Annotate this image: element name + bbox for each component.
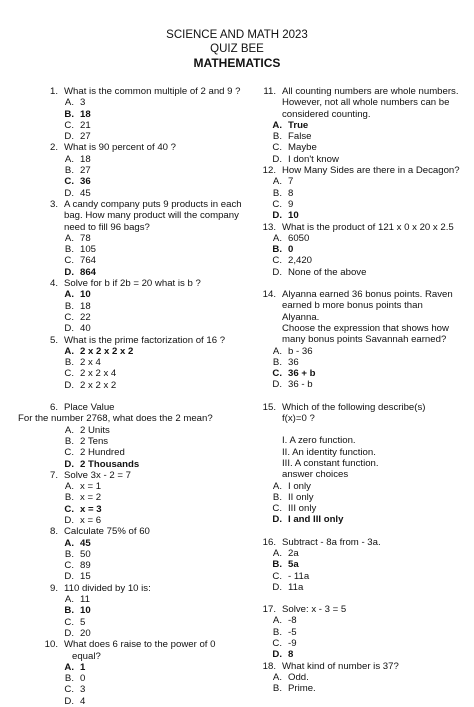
option-letter: D. xyxy=(64,571,74,583)
statement: II. An identity function. xyxy=(282,446,376,458)
question-text-line: need to fill 96 bags? xyxy=(64,221,150,233)
option-text: 2 Units xyxy=(80,424,110,436)
left-column xyxy=(18,86,246,707)
correct-option-text: 2 x 2 x 2 x 2 xyxy=(80,345,134,357)
option-letter: A. xyxy=(272,671,282,683)
option-text: 18 xyxy=(80,300,91,312)
option-letter: A. xyxy=(272,615,282,627)
quiz-header xyxy=(0,28,474,70)
question-number: 14. xyxy=(262,289,276,301)
question-number: 3. xyxy=(49,198,58,210)
option-text: 3 xyxy=(80,97,86,109)
option-letter: D. xyxy=(272,379,282,391)
option-text: 2a xyxy=(288,547,299,559)
question-number: 9. xyxy=(49,582,58,594)
option-letter: B. xyxy=(64,605,74,617)
question-text: What is the common multiple of 2 and 9 ? xyxy=(64,86,241,97)
correct-option-text: I and III only xyxy=(288,514,344,526)
option-text: 0 xyxy=(80,673,86,685)
option-letter: A. xyxy=(64,232,74,244)
option-letter: D. xyxy=(272,581,282,593)
event-title: SCIENCE AND MATH 2023 xyxy=(166,29,308,41)
option-letter: C. xyxy=(64,311,74,323)
option-letter: C. xyxy=(64,684,74,696)
correct-option-text: 2 Thousands xyxy=(80,458,140,470)
question-11 xyxy=(254,86,460,165)
question-17 xyxy=(254,604,460,660)
option-text: 2 x 2 x 2 xyxy=(80,379,117,391)
option-text: 4 xyxy=(80,695,86,707)
question-number: 17. xyxy=(262,604,276,616)
correct-option-text: 45 xyxy=(80,537,91,549)
option-letter: C. xyxy=(272,368,282,380)
question-18 xyxy=(254,661,460,695)
option-letter: C. xyxy=(272,142,282,154)
option-text: 45 xyxy=(80,187,91,199)
option-text: 7 xyxy=(288,176,294,188)
question-text: Subtract - 8a from - 3a. xyxy=(282,536,381,548)
option-text: II only xyxy=(288,491,314,503)
correct-option-text: True xyxy=(288,119,309,131)
question-text-line: many bonus points Savannah earned? xyxy=(282,334,447,346)
option-text: 36 - b xyxy=(288,379,313,391)
option-letter: C. xyxy=(64,119,74,131)
option-text: 50 xyxy=(80,548,91,560)
option-letter: D. xyxy=(272,210,282,222)
question-15 xyxy=(254,402,460,526)
question-number: 4. xyxy=(49,278,58,290)
question-text: 110 divided by 10 is: xyxy=(64,582,151,594)
option-text: I don't know xyxy=(288,153,339,165)
question-number: 2. xyxy=(49,142,58,154)
option-text: 22 xyxy=(80,311,91,323)
correct-option-text: 36 xyxy=(80,176,91,188)
option-text: 20 xyxy=(80,627,91,639)
option-letter: C. xyxy=(272,255,282,267)
question-5 xyxy=(18,335,246,391)
question-number: 1. xyxy=(49,86,58,97)
option-letter: B. xyxy=(272,356,282,368)
option-letter: B. xyxy=(64,108,74,120)
option-letter: A. xyxy=(272,345,282,357)
option-letter: D. xyxy=(272,153,282,165)
option-letter: D. xyxy=(64,695,74,707)
question-number: 18. xyxy=(262,660,276,672)
option-text: x = 2 xyxy=(80,492,102,504)
option-text: 2,420 xyxy=(288,255,313,267)
option-letter: A. xyxy=(272,119,282,131)
option-text: 2 x 2 x 4 xyxy=(80,368,117,380)
option-letter: C. xyxy=(64,255,74,267)
option-letter: B. xyxy=(272,187,282,199)
option-letter: C. xyxy=(64,447,74,459)
question-text: Calculate 75% of 60 xyxy=(64,526,150,538)
question-number: 16. xyxy=(262,536,276,548)
question-number: 15. xyxy=(262,401,276,413)
option-text: 2 Tens xyxy=(80,435,109,447)
option-letter: A. xyxy=(272,547,282,559)
option-letter: A. xyxy=(64,594,74,606)
option-text: 5 xyxy=(80,616,86,628)
option-letter: C. xyxy=(64,176,74,188)
option-text: 21 xyxy=(80,119,91,131)
question-number: 10. xyxy=(44,639,58,651)
option-text: III only xyxy=(288,503,317,515)
question-text-line: Alyanna earned 36 bonus points. Raven xyxy=(282,289,453,301)
correct-option-text: x = 3 xyxy=(80,503,102,515)
question-14 xyxy=(254,289,460,391)
question-2 xyxy=(18,142,246,198)
answer-choices-label: answer choices xyxy=(282,469,349,481)
question-9 xyxy=(18,583,246,639)
question-text-line: bag. How many product will the company xyxy=(64,210,239,222)
option-text: -8 xyxy=(288,615,297,627)
option-letter: B. xyxy=(272,131,282,143)
option-letter: C. xyxy=(64,560,74,572)
question-text-extra: For the number 2768, what does the 2 mean? xyxy=(18,413,213,425)
option-text: 8 xyxy=(288,187,294,199)
option-text: None of the above xyxy=(288,266,367,278)
question-text: What is the prime factorization of 16 ? xyxy=(64,334,226,346)
option-text: 89 xyxy=(80,560,91,572)
option-text: I only xyxy=(288,480,311,492)
option-letter: D. xyxy=(64,514,74,526)
question-8 xyxy=(18,526,246,582)
option-text: Maybe xyxy=(288,142,317,154)
event-subtitle: QUIZ BEE xyxy=(210,43,264,55)
option-letter: A. xyxy=(64,153,74,165)
option-letter: D. xyxy=(64,458,74,470)
question-6 xyxy=(18,402,246,470)
subject-title: MATHEMATICS xyxy=(193,56,281,70)
option-letter: A. xyxy=(272,232,282,244)
option-text: 3 xyxy=(80,684,86,696)
statement: I. A zero function. xyxy=(282,435,356,447)
question-number: 8. xyxy=(49,526,58,538)
question-number: 12. xyxy=(262,165,276,177)
question-13 xyxy=(254,222,460,278)
correct-option-text: 864 xyxy=(80,266,97,278)
option-text: 18 xyxy=(80,153,91,165)
option-letter: D. xyxy=(64,323,74,335)
option-text: 36 xyxy=(288,356,299,368)
question-text-line: A candy company puts 9 products in each xyxy=(64,198,242,210)
option-text: 764 xyxy=(80,255,97,267)
correct-option-text: 10 xyxy=(288,210,299,222)
option-text: -5 xyxy=(288,626,297,638)
option-text: - 11a xyxy=(288,570,310,582)
question-text: Solve: x - 3 = 5 xyxy=(282,604,347,616)
correct-option-text: 18 xyxy=(80,108,91,120)
option-letter: A. xyxy=(64,537,74,549)
option-text: False xyxy=(288,131,312,143)
option-letter: A. xyxy=(64,661,74,673)
option-letter: C. xyxy=(64,616,74,628)
question-number: 13. xyxy=(262,221,276,233)
option-letter: D. xyxy=(272,514,282,526)
question-number: 11. xyxy=(263,86,276,97)
question-text: How Many Sides are there in a Decagon? xyxy=(282,165,460,177)
correct-option-text: 0 xyxy=(288,244,294,256)
option-letter: C. xyxy=(272,570,282,582)
statement: III. A constant function. xyxy=(282,457,379,469)
correct-option-text: 1 xyxy=(80,661,86,673)
question-text-line: However, not all whole numbers can be xyxy=(282,97,450,109)
question-text: Solve 3x - 2 = 7 xyxy=(64,469,131,481)
question-text-line: considered counting. xyxy=(282,108,371,120)
correct-option-text: 36 + b xyxy=(288,368,316,380)
correct-option-text: 5a xyxy=(288,559,299,571)
option-text: Prime. xyxy=(288,683,316,695)
question-number: 7. xyxy=(49,469,58,481)
option-text: 27 xyxy=(80,131,91,143)
question-16 xyxy=(254,537,460,593)
question-text: Solve for b if 2b = 20 what is b ? xyxy=(64,278,201,290)
question-7 xyxy=(18,470,246,526)
option-letter: B. xyxy=(64,165,74,177)
option-text: 9 xyxy=(288,198,294,210)
option-letter: C. xyxy=(272,638,282,650)
option-letter: A. xyxy=(64,97,74,109)
question-text-line: Which of the following describe(s) xyxy=(282,401,426,413)
option-letter: D. xyxy=(64,379,74,391)
question-text: What kind of number is 37? xyxy=(282,660,399,672)
option-letter: D. xyxy=(64,266,74,278)
option-letter: B. xyxy=(64,300,74,312)
option-letter: A. xyxy=(64,424,74,436)
option-text: 27 xyxy=(80,165,91,177)
option-letter: D. xyxy=(64,131,74,143)
question-text: Place Value xyxy=(64,402,115,414)
option-letter: B. xyxy=(272,559,282,571)
question-number: 6. xyxy=(49,402,58,414)
option-letter: B. xyxy=(64,673,74,685)
option-letter: B. xyxy=(272,491,282,503)
option-letter: C. xyxy=(64,503,74,515)
option-letter: B. xyxy=(64,244,74,256)
question-text-line: What does 6 raise to the power of 0 xyxy=(64,639,216,651)
option-text: 78 xyxy=(80,232,91,244)
option-text: 105 xyxy=(80,244,97,256)
question-text-line: equal? xyxy=(72,650,101,662)
option-letter: B. xyxy=(272,683,282,695)
question-3 xyxy=(18,199,246,278)
option-letter: B. xyxy=(272,626,282,638)
option-text: x = 6 xyxy=(80,514,102,526)
option-letter: C. xyxy=(272,198,282,210)
option-letter: D. xyxy=(272,649,282,661)
option-letter: D. xyxy=(272,266,282,278)
option-letter: B. xyxy=(64,548,74,560)
option-text: 6050 xyxy=(288,232,310,244)
option-letter: C. xyxy=(272,503,282,515)
question-4 xyxy=(18,278,246,334)
option-letter: A. xyxy=(64,289,74,301)
option-letter: B. xyxy=(64,435,74,447)
option-letter: A. xyxy=(64,481,74,493)
correct-option-text: 8 xyxy=(288,649,294,661)
question-1 xyxy=(18,86,246,142)
option-letter: B. xyxy=(64,492,74,504)
option-text: 11a xyxy=(288,581,304,593)
option-text: -9 xyxy=(288,638,297,650)
option-letter: B. xyxy=(272,244,282,256)
question-text-line: All counting numbers are whole numbers. xyxy=(282,86,459,97)
option-letter: A. xyxy=(272,176,282,188)
option-letter: A. xyxy=(272,480,282,492)
option-text: 40 xyxy=(80,323,91,335)
question-text: What is the product of 121 x 0 x 20 x 2.5 xyxy=(282,221,454,233)
correct-option-text: 10 xyxy=(80,289,91,301)
question-text-line: earned b more bonus points than Alyanna. xyxy=(282,300,423,323)
option-text: 11 xyxy=(80,594,90,606)
right-column xyxy=(254,86,460,695)
question-12 xyxy=(254,165,460,221)
question-text-line: Choose the expression that shows how xyxy=(282,322,449,334)
question-text-line: f(x)=0 ? xyxy=(282,413,315,425)
correct-option-text: 10 xyxy=(80,605,91,617)
option-letter: A. xyxy=(64,345,74,357)
option-text: x = 1 xyxy=(80,481,102,493)
option-letter: D. xyxy=(64,187,74,199)
question-10 xyxy=(18,639,246,707)
option-text: b - 36 xyxy=(288,345,313,357)
option-text: Odd. xyxy=(288,671,309,683)
option-text: 15 xyxy=(80,571,91,583)
question-text: What is 90 percent of 40 ? xyxy=(64,142,176,154)
question-number: 5. xyxy=(49,334,58,346)
option-text: 2 Hundred xyxy=(80,447,125,459)
option-letter: C. xyxy=(64,368,74,380)
option-letter: B. xyxy=(64,357,74,369)
option-text: 2 x 4 xyxy=(80,357,101,369)
option-letter: D. xyxy=(64,627,74,639)
